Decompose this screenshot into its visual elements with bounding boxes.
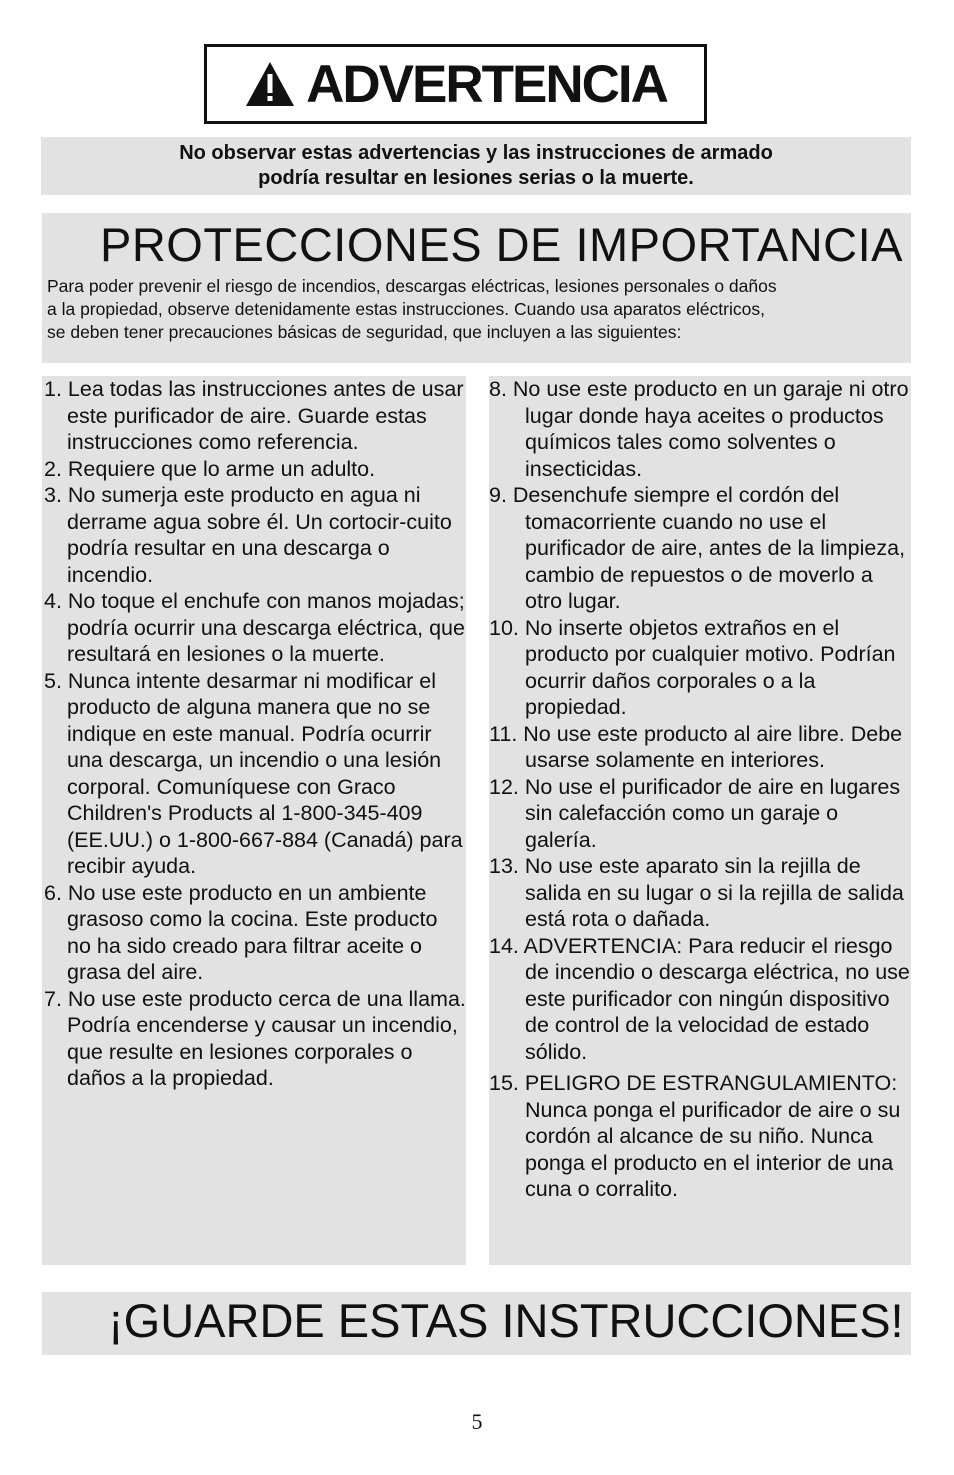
- save-instructions-banner: [42, 1292, 911, 1355]
- list-item: 2. Requiere que lo arme un adulto.: [44, 456, 376, 481]
- list-item: 3. No sumerja este producto en agua ni derrame agua sobre él. Un cortocir-cuito podría resultar en una descarga o incendio.: [44, 483, 452, 587]
- instructions-column-left: [42, 376, 466, 1265]
- list-item: 10. No inserte objetos extraños en el producto por cualquier motivo. Podrían ocurrir daños corporales o a la propiedad.: [489, 615, 896, 719]
- safeguards-section: [42, 213, 911, 363]
- list-item: 8. No use este producto en un garaje ni otro lugar donde haya aceites o productos químicos tales como solventes o insecticidas.: [489, 377, 909, 481]
- intro-paragraph: [47, 275, 909, 344]
- intro-line: a la propiedad, observe detenidamente estas instrucciones. Cuando usa aparatos eléctricos,: [47, 299, 765, 319]
- list-item: 13. No use este aparato sin la rejilla de salida en su lugar o si la rejilla de salida está rota o dañada.: [489, 854, 904, 931]
- list-item: 12. No use el purificador de aire en lugares sin calefacción como un garaje o galería.: [489, 774, 901, 852]
- section-title: PROTECCIONES DE IMPORTANCIA: [100, 218, 904, 271]
- list-item: 15. PELIGRO DE ESTRANGULAMIENTO: Nunca ponga el purificador de aire o su cordón al alcance de su niño. Nunca ponga el producto en el interior de una cuna o corralito.: [489, 1071, 901, 1201]
- warning-triangle-icon: [244, 59, 296, 109]
- save-instructions-title: ¡GUARDE ESTAS INSTRUCCIONES!: [108, 1294, 904, 1347]
- warning-note-line: No observar estas advertencias y las instrucciones de armado: [179, 142, 773, 164]
- page-number: 5: [471, 1409, 483, 1434]
- warning-note: [41, 137, 911, 195]
- list-item: 5. Nunca intente desarmar ni modificar el producto de alguna manera que no se indique en este manual. Podría ocurrir una descarga, un incendio o una lesión corporal. Comuníquese con Graco Children's Products al 1-800-345-409 (EE.UU.) o 1-800-667-884 (Canadá) para recibir ayuda.: [44, 668, 463, 878]
- list-item: 11. No use este producto al aire libre. Debe usarse solamente en interiores.: [489, 721, 903, 772]
- list-item: 4. No toque el enchufe con manos mojadas; podría ocurrir una descarga eléctrica, que resultará en lesiones o la muerte.: [44, 589, 465, 666]
- warning-title: ADVERTENCIA: [306, 54, 667, 114]
- list-item: 7. No use este producto cerca de una llama. Podría encenderse y causar un incendio, que resulte en lesiones corporales o daños a la propiedad.: [44, 986, 466, 1090]
- intro-line: se deben tener precauciones básicas de seguridad, que incluyen a las siguientes:: [47, 322, 682, 342]
- list-item: 1. Lea todas las instrucciones antes de usar este purificador de aire. Guarde estas instrucciones como referencia.: [44, 377, 464, 454]
- warning-note-line: podría resultar en lesiones serias o la muerte.: [258, 167, 694, 189]
- intro-line: Para poder prevenir el riesgo de incendios, descargas eléctricas, lesiones personales o daños: [47, 276, 777, 296]
- warning-header: [204, 44, 707, 124]
- list-item: 6. No use este producto en un ambiente grasoso como la cocina. Este producto no ha sido creado para filtrar aceite o grasa del aire.: [44, 880, 438, 984]
- list-item: 14. ADVERTENCIA: Para reducir el riesgo de incendio o descarga eléctrica, no use este purificador con ningún dispositivo de control de la velocidad de estado sólido.: [489, 933, 910, 1064]
- list-item: 9. Desenchufe siempre el cordón del tomacorriente cuando no use el purificador de aire, antes de la limpieza, cambio de repuestos o de moverlo a otro lugar.: [489, 483, 906, 613]
- instructions-column-right: [489, 376, 911, 1265]
